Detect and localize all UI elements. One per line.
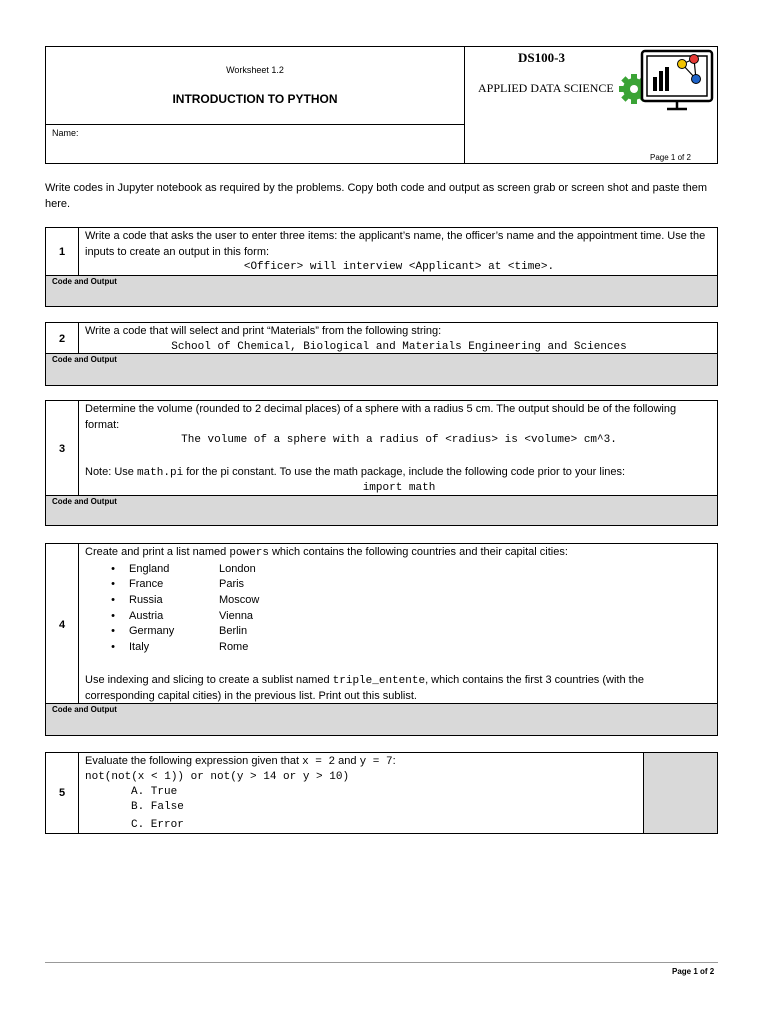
task-number: 3: [46, 401, 79, 497]
import-statement: import math: [362, 482, 436, 494]
list-item: • France Paris: [111, 578, 245, 591]
code-output-area[interactable]: [46, 275, 717, 306]
output-format: <Officer> will interview <Applicant> at <time>.: [243, 261, 555, 273]
task-number: 1: [46, 228, 79, 276]
course-code: DS100-3: [518, 50, 565, 65]
task-body: [85, 402, 713, 495]
header-title-cell: [46, 47, 465, 163]
data-science-monitor-gear-icon: [618, 47, 718, 113]
list-item: • Germany Berlin: [111, 625, 248, 638]
worksheet-header: [45, 46, 718, 164]
task-text: Write a code that asks the user to enter three items: the applicant’s name, the officer’s name and the appointment time. Use the inputs to create an output in this form:: [85, 230, 706, 258]
task-text: Evaluate the following expression given that x = 2 and y = 7:: [85, 755, 396, 768]
answer-box[interactable]: [643, 753, 717, 833]
course-subject: APPLIED DATA SCIENCE: [478, 81, 614, 95]
header-page-number: Page 1 of 2: [650, 153, 691, 162]
option-a: A. True: [131, 786, 178, 798]
code-output-area[interactable]: [46, 353, 717, 385]
task-body: [85, 324, 713, 355]
country-list: [85, 562, 713, 656]
list-item: • Italy Rome: [111, 641, 249, 654]
task-body: [85, 754, 639, 833]
worksheet-title: INTRODUCTION TO PYTHON: [172, 92, 338, 106]
task-number: 4: [46, 544, 79, 705]
task-number: 5: [46, 753, 79, 833]
task-body: [85, 545, 713, 705]
list-item: • Austria Vienna: [111, 609, 254, 622]
task-text-sublist: Use indexing and slicing to create a sublist named triple_entente, which contains the first 3 countries (with the corresponding capital cities) in the previous list. Print out this sublist.: [85, 673, 644, 703]
option-c: C. Error: [131, 819, 184, 831]
list-item: • England London: [111, 562, 256, 575]
task-4: [45, 543, 718, 736]
task-note: Note: Use math.pi for the pi constant. To use the math package, include the following code prior to your lines:: [85, 465, 626, 479]
worksheet-number: Worksheet 1.2: [226, 65, 284, 75]
code-output-label: Code and Output: [52, 497, 117, 506]
task-2: [45, 322, 718, 386]
task-body: [85, 229, 713, 276]
task-number: 2: [46, 323, 79, 355]
footer-divider: [45, 962, 718, 963]
code-output-area[interactable]: [46, 495, 717, 525]
code-output-label: Code and Output: [52, 277, 117, 286]
list-item: • Russia Moscow: [111, 593, 260, 606]
code-output-label: Code and Output: [52, 355, 117, 364]
name-label: Name:: [52, 128, 79, 138]
code-output-area[interactable]: [46, 703, 717, 735]
task-text: Write a code that will select and print “Materials” from the following string:: [85, 325, 442, 337]
footer-page-number: Page 1 of 2: [672, 967, 715, 976]
task-3: [45, 400, 718, 526]
code-output-label: Code and Output: [52, 705, 117, 714]
task-text: Create and print a list named powers which contains the following countries and their capital cities:: [85, 546, 568, 559]
output-format: The volume of a sphere with a radius of <radius> is <volume> cm^3.: [181, 434, 617, 446]
instructions: Write codes in Jupyter notebook as required by the problems. Copy both code and output as screen grab or screen shot and paste them here.: [45, 182, 708, 210]
task-text: Determine the volume (rounded to 2 decimal places) of a sphere with a radius 5 cm. The output should be of the following format:: [85, 403, 677, 431]
task-1: [45, 227, 718, 307]
expression: not(not(x < 1)) or not(y > 14 or y > 10): [85, 771, 350, 783]
name-row: [46, 124, 464, 164]
task-5: [45, 752, 718, 834]
source-string: School of Chemical, Biological and Materials Engineering and Sciences: [171, 340, 627, 353]
option-b: B. False: [131, 801, 184, 813]
